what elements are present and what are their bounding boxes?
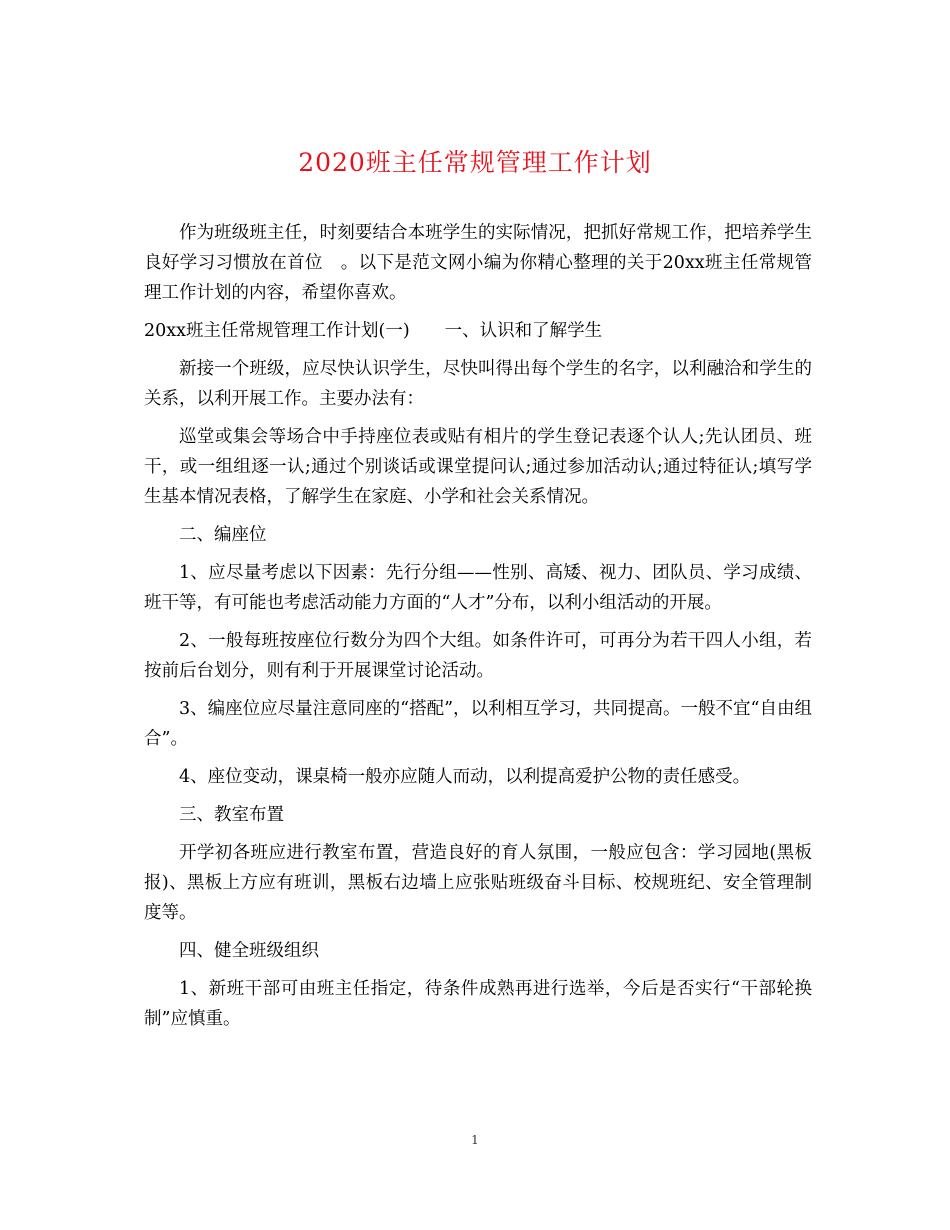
paragraph-plan-heading: 20xx班主任常规管理工作计划(一) 一、认识和了解学生: [144, 321, 603, 341]
paragraph-intro: 作为班级班主任，时刻要结合本班学生的实际情况，把抓好常规工作，把培养学生良好学习习惯放在首位 。以下是范文网小编为你精心整理的关于20xx班主任常规管理工作计划的内容，希望你喜欢。: [144, 223, 812, 303]
paragraph-methods: 巡堂或集会等场合中手持座位表或贴有相片的学生登记表逐个认人;先认团员、班干，或一组组逐一认;通过个别谈话或课堂提问认;通过参加活动认;通过特征认;填写学生基本情况表格，了解学生在家庭、小学和社会关系情况。: [144, 427, 812, 507]
document-body: [144, 218, 812, 1034]
paragraph-classroom: 开学初各班应进行教室布置，营造良好的育人氛围，一般应包含：学习园地(黑板报)、黑板上方应有班训，黑板右边墙上应张贴班级奋斗目标、校规班纪、安全管理制度等。: [144, 843, 812, 923]
paragraph-organization-1: 1、新班干部可由班主任指定，待条件成熟再进行选举，今后是否实行“干部轮换制”应慎重。: [144, 979, 812, 1029]
paragraph-seating-4: 4、座位变动，课桌椅一般亦应随人而动，以利提高爱护公物的责任感受。: [179, 767, 751, 787]
section-heading-organization: 四、健全班级组织: [179, 941, 319, 961]
paragraph-seating-1: 1、应尽量考虑以下因素：先行分组——性别、高矮、视力、团队员、学习成绩、班干等，有可能也考虑活动能力方面的“人才”分布，以利小组活动的开展。: [144, 563, 812, 613]
document-title: 2020班主任常规管理工作计划: [298, 148, 652, 177]
page-number: 1: [471, 1133, 479, 1147]
paragraph-seating-2: 2、一般每班按座位行数分为四个大组。如条件许可，可再分为若干四人小组，若按前后台划分，则有利于开展课堂讨论活动。: [144, 631, 812, 681]
paragraph-seating-3: 3、编座位应尽量注意同座的“搭配”，以利相互学习，共同提高。一般不宜“自由组合”。: [144, 699, 812, 749]
section-heading-classroom: 三、教室布置: [179, 805, 284, 825]
section-heading-seating: 二、编座位: [179, 525, 267, 545]
paragraph-know-students: 新接一个班级，应尽快认识学生，尽快叫得出每个学生的名字，以利融洽和学生的关系，以利开展工作。主要办法有：: [144, 359, 812, 409]
